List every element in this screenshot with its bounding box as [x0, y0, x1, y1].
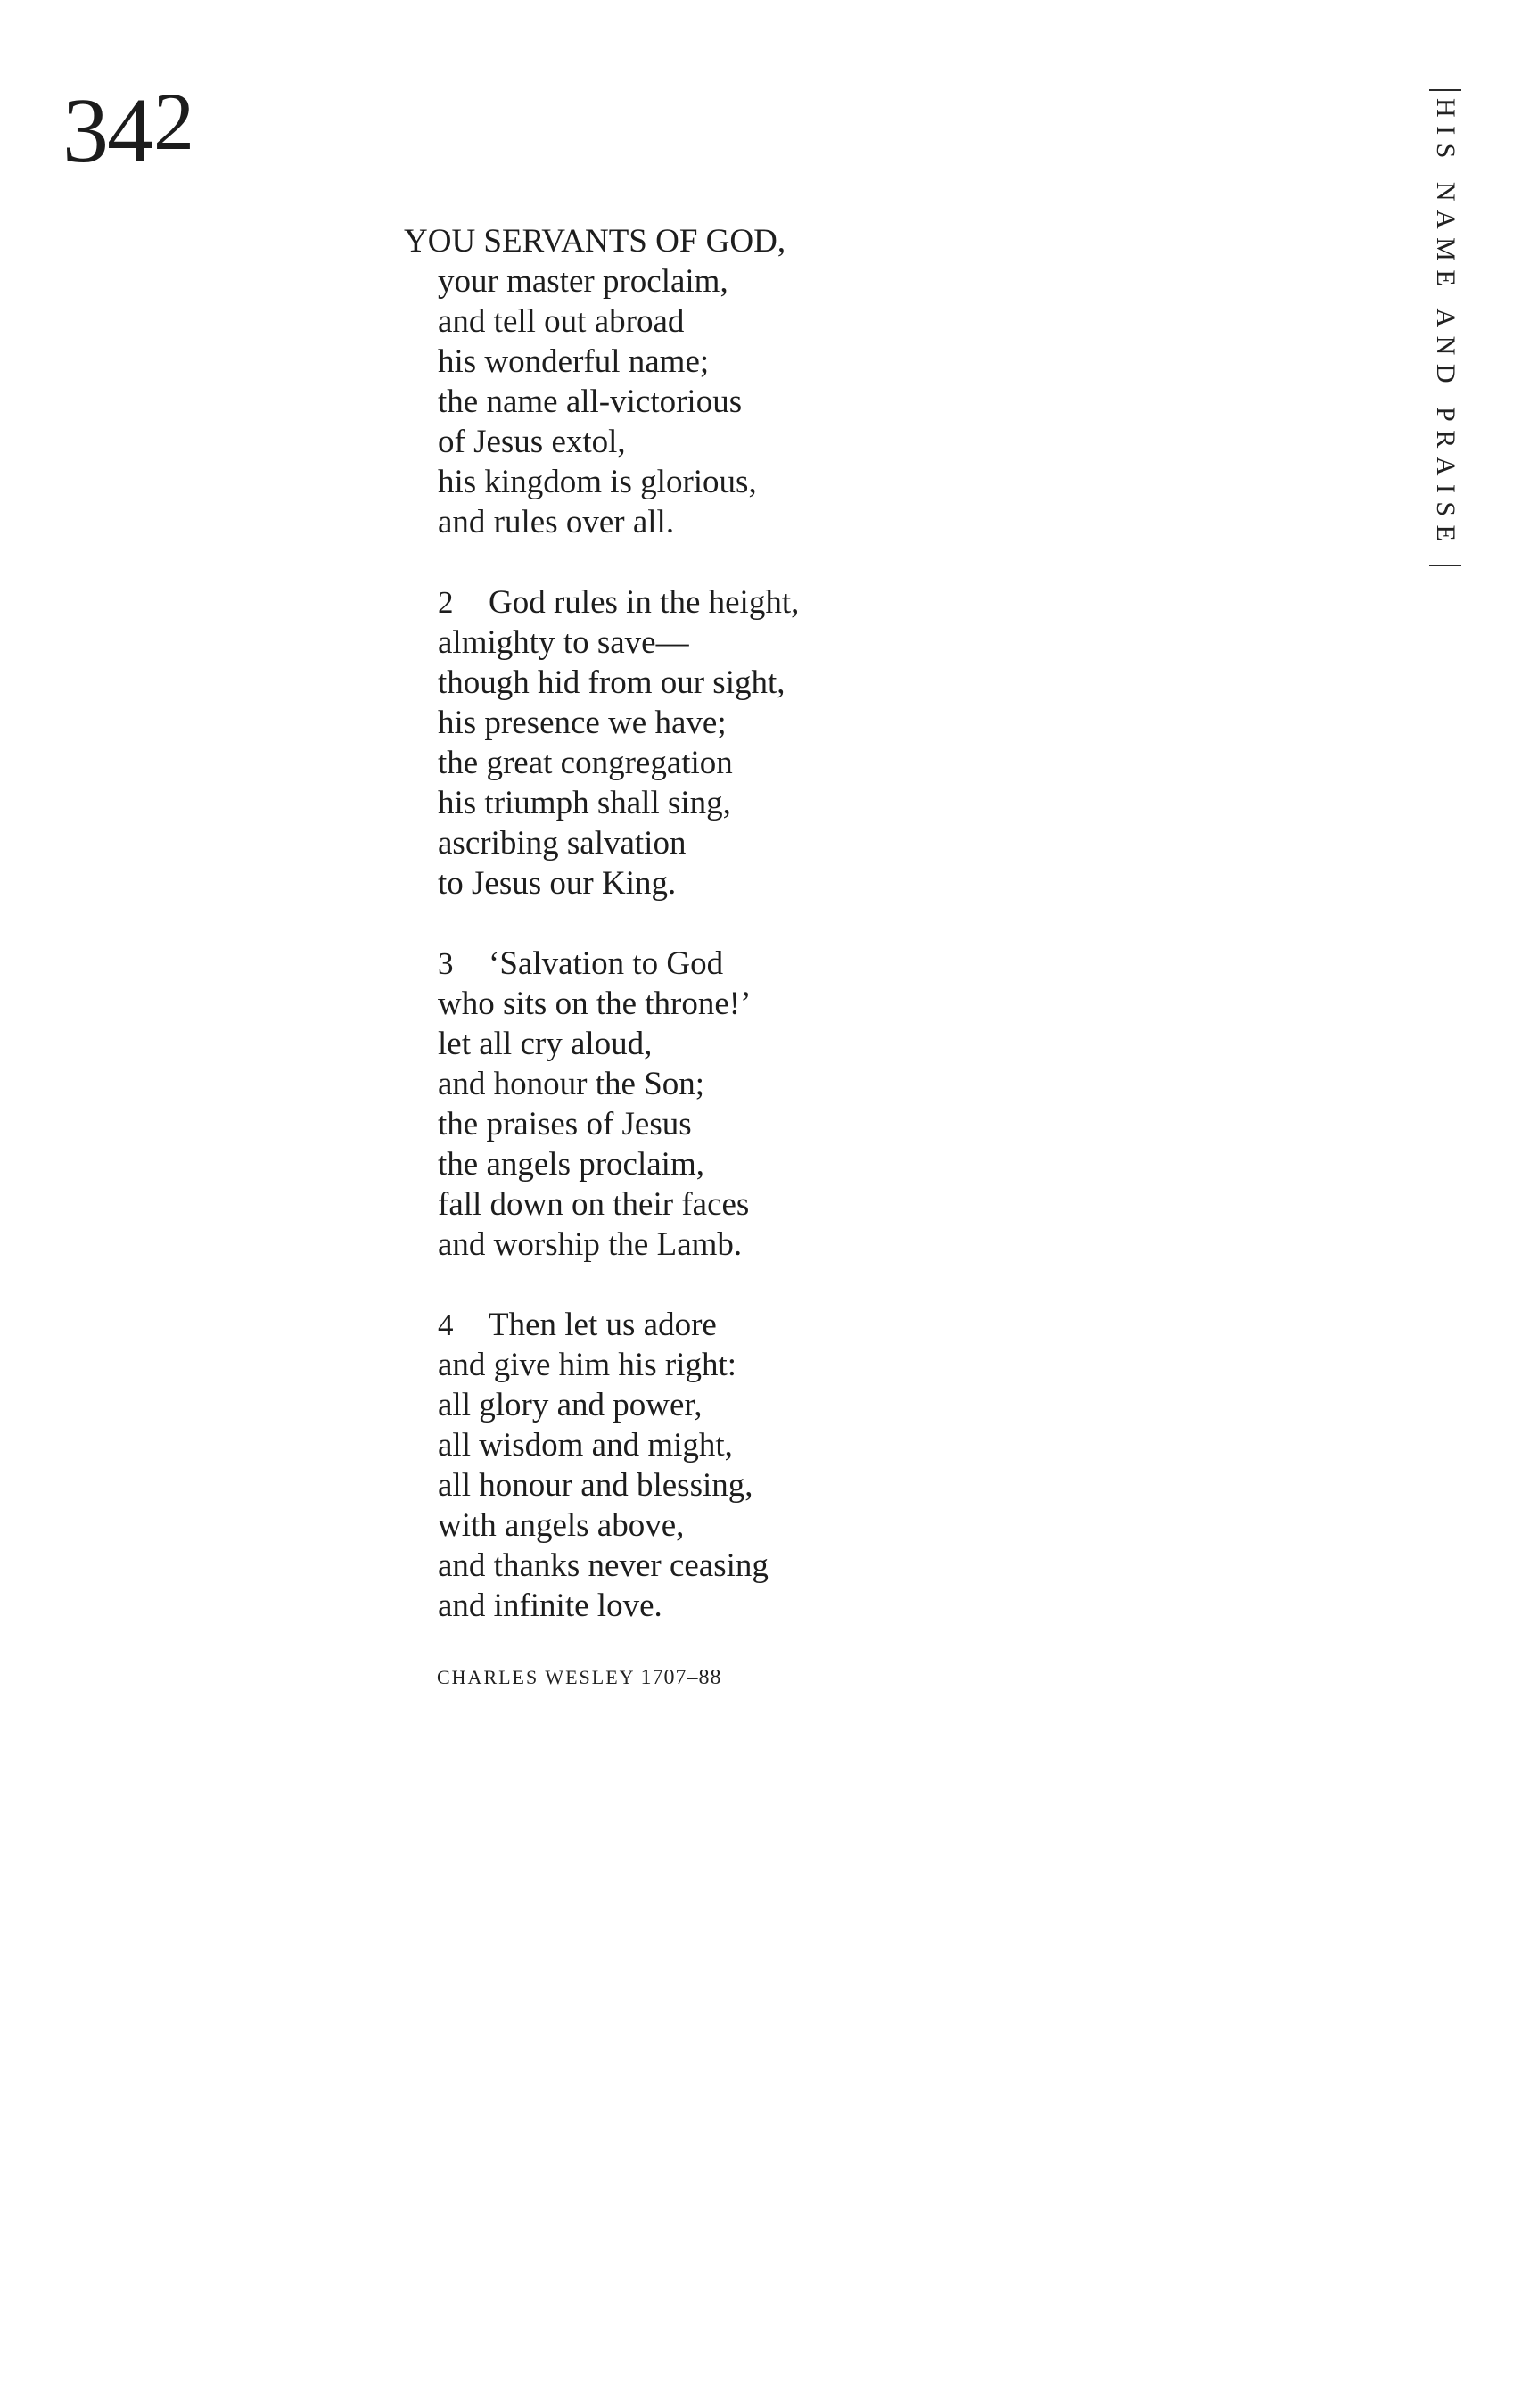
hymn-text: [404, 221, 1028, 1666]
stanza-line: and give him his right:: [438, 1347, 737, 1383]
stanza-line: his wonderful name;: [438, 343, 710, 380]
author-dates: 1707–88: [640, 1666, 722, 1689]
hymn-number-tail: 2: [153, 76, 193, 167]
stanza-line: all glory and power,: [438, 1387, 703, 1423]
author-name: CHARLES WESLEY: [437, 1666, 636, 1688]
stanza-line: to Jesus our King.: [438, 865, 677, 902]
stanza-line: and thanks never ceasing: [438, 1547, 769, 1584]
stanza-line: your master proclaim,: [438, 263, 728, 300]
stanza-line: his kingdom is glorious,: [438, 464, 757, 500]
stanza-line: with angels above,: [438, 1507, 685, 1544]
section-header-box: [1429, 89, 1461, 566]
stanza-line: ascribing salvation: [438, 825, 687, 862]
stanza-first-line: [404, 944, 1028, 984]
stanza-3: [404, 944, 1028, 1265]
stanza-line: his presence we have;: [438, 705, 727, 741]
stanza-line: YOU SERVANTS OF GOD,: [404, 223, 786, 260]
stanza-line: Then let us adore: [489, 1307, 717, 1343]
stanza-line: the praises of Jesus: [438, 1106, 692, 1142]
stanza-line: his triumph shall sing,: [438, 785, 731, 821]
stanza-line: all honour and blessing,: [438, 1467, 753, 1504]
author-credit: [437, 1666, 722, 1690]
stanza-line: though hid from our sight,: [438, 664, 785, 701]
stanza-first-line: [404, 582, 1028, 623]
hymn-number: [62, 76, 193, 182]
stanza-number: 3: [438, 946, 454, 981]
stanza-line: of Jesus extol,: [438, 424, 626, 460]
stanza-number: 2: [438, 585, 454, 620]
stanza-line: the angels proclaim,: [438, 1146, 704, 1183]
stanza-line: all wisdom and might,: [438, 1427, 733, 1464]
stanza-1: [404, 221, 1028, 542]
stanza-line: ‘Salvation to God: [489, 945, 724, 982]
stanza-line: God rules in the height,: [489, 584, 800, 621]
stanza-line: let all cry aloud,: [438, 1026, 653, 1062]
stanza-line: and honour the Son;: [438, 1066, 705, 1102]
stanza-line: almighty to save—: [438, 624, 689, 661]
stanza-line: and rules over all.: [438, 504, 675, 540]
stanza-first-line: [404, 1305, 1028, 1345]
stanza-4: [404, 1305, 1028, 1626]
stanza-line: fall down on their faces: [438, 1186, 750, 1223]
stanza-line: who sits on the throne!’: [438, 985, 752, 1022]
hymn-number-main: 34: [62, 79, 152, 182]
stanza-line: and infinite love.: [438, 1587, 662, 1624]
stanza-line: and worship the Lamb.: [438, 1226, 743, 1263]
stanza-line: the name all-victorious: [438, 383, 743, 420]
stanza-number: 4: [438, 1307, 454, 1342]
stanza-line: the great congregation: [438, 745, 733, 781]
section-header: HIS NAME AND PRAISE: [1431, 98, 1460, 550]
stanza-line: and tell out abroad: [438, 303, 685, 340]
stanza-2: [404, 582, 1028, 903]
